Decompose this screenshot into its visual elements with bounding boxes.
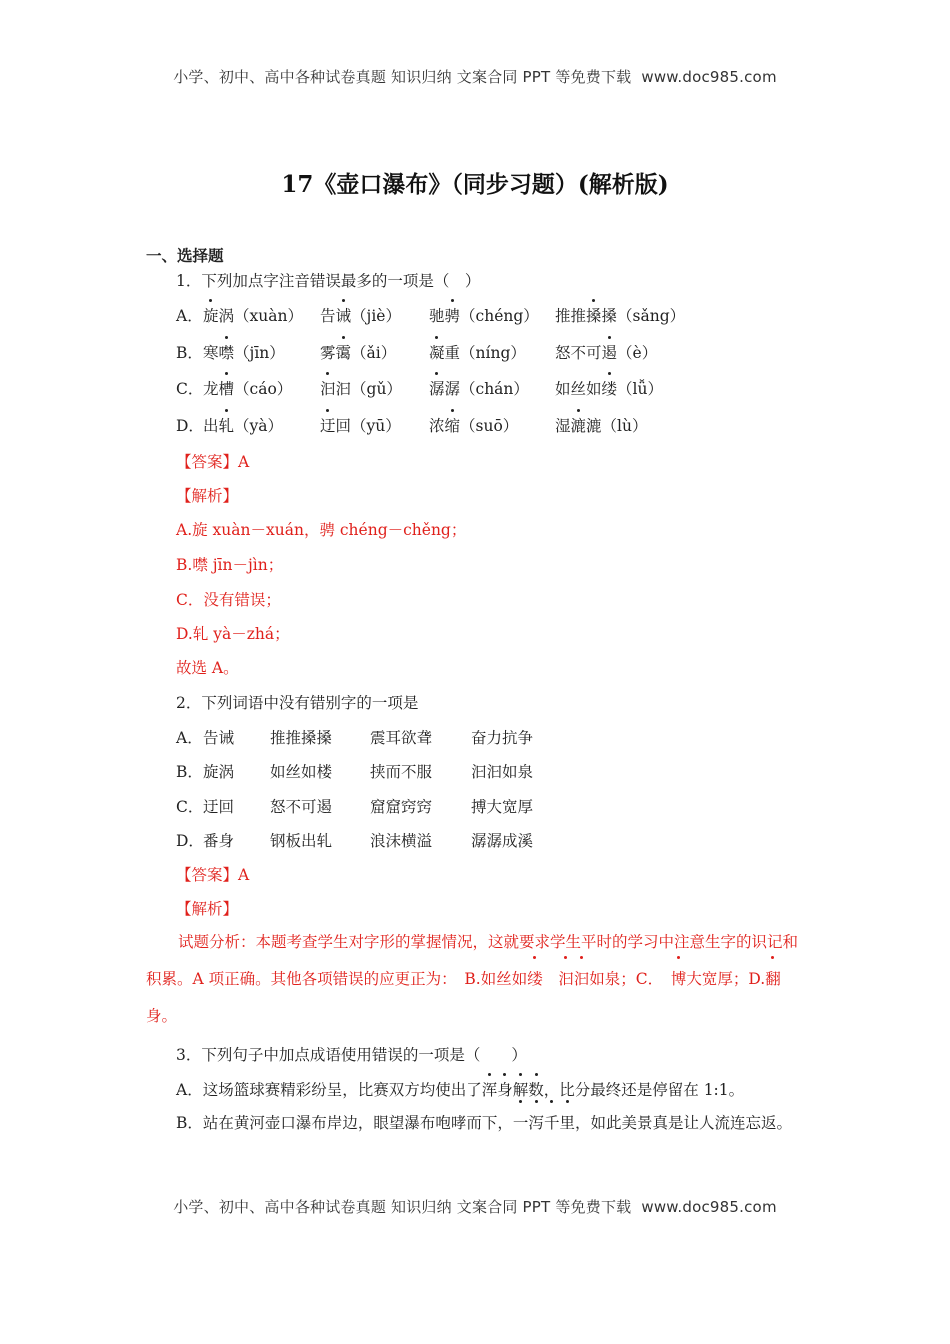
option-word: 告诫: [203, 729, 235, 747]
dotted-char: 缕: [602, 377, 618, 399]
q2-analysis-text: 大宽厚；D.: [686, 970, 766, 988]
q3-a-text: ，比分最终还是停留在 1:1。: [543, 1081, 745, 1099]
page-footer: [0, 1196, 950, 1217]
option-word: 如丝如楼: [270, 763, 333, 781]
dotted-char: 槽: [219, 377, 235, 399]
option-text: 重（níng）: [444, 344, 526, 362]
dotted-char: 博: [671, 961, 687, 998]
option-text: 漉（lù）: [586, 417, 648, 435]
option-label: D．: [176, 417, 204, 435]
dotted-char: 漉: [571, 414, 587, 436]
q1-conclusion: 故选 A。: [176, 659, 239, 677]
option-word: 震耳欲聋: [370, 729, 433, 747]
option-word: 奋力抗争: [471, 729, 534, 747]
option-item: [429, 304, 539, 326]
dotted-char: 数: [528, 1078, 544, 1100]
footer-site-link[interactable]: www.doc985.com: [641, 1198, 777, 1216]
dotted-char: 搡: [586, 304, 602, 326]
dotted-char: 旋: [203, 304, 219, 326]
dotted-char: 泻: [528, 1105, 544, 1142]
option-item: [429, 341, 526, 363]
option-text: 回（yū）: [335, 417, 401, 435]
option-item: [320, 304, 401, 326]
option-text: 推推: [555, 307, 587, 325]
option-text: 搡（sǎng）: [601, 307, 686, 325]
dotted-char: 缕: [527, 961, 543, 998]
option-word: 搏大宽厚: [471, 798, 534, 816]
option-label: B．: [176, 763, 203, 781]
dotted-char: 噤: [219, 341, 235, 363]
option-word: 怒不可遏: [270, 798, 333, 816]
dotted-char: 身: [497, 1078, 513, 1100]
option-item: [320, 341, 396, 363]
q2-analysis-text: 如泉；C．: [589, 970, 671, 988]
option-item: [429, 377, 529, 399]
dotted-char: 遏: [602, 341, 618, 363]
q1-analysis-d: D.轧 yà－zhá；: [176, 625, 290, 643]
option-text: 湿: [555, 417, 571, 435]
footer-text: 小学、初中、高中各种试卷真题 知识归纳 文案合同 PPT 等免费下载: [173, 1198, 632, 1216]
option-text: 汩（gǔ）: [335, 380, 402, 398]
dotted-char: 凝: [429, 341, 445, 363]
option-label: B．: [176, 344, 203, 362]
q3-option-a: [176, 1078, 744, 1100]
option-text: （cáo）: [234, 380, 293, 398]
option-item: [555, 377, 663, 399]
option-item: [320, 377, 402, 399]
option-text: 龙: [203, 380, 219, 398]
option-label: A．: [176, 729, 203, 747]
dotted-char: 浑: [482, 1078, 498, 1100]
q1-analysis-c: C．没有错误；: [176, 591, 281, 609]
section-heading: 一、选择题: [146, 247, 224, 265]
option-item: [555, 414, 647, 436]
option-text: 怒不可: [555, 344, 602, 362]
q2-stem: 2．下列词语中没有错别字的一项是: [176, 694, 419, 712]
q2-analysis-text: 试题分析：本题考查学生对字形的掌握情况，这就要求学生平时的学习中注意生字的识记和积累。A 项正确。其他各项错误的应更正为： B.如丝如: [146, 933, 799, 988]
option-text: 雾: [320, 344, 336, 362]
q3-b-text: B．站在黄河壶口瀑布岸边，眼望瀑布咆哮而下，: [176, 1114, 513, 1132]
option-word: 挟而不服: [370, 763, 433, 781]
option-text: （jīn）: [234, 344, 285, 362]
q2-analysis-label: 【解析】: [176, 900, 239, 918]
dotted-char: 翻: [765, 961, 781, 998]
q1-analysis-b: B.噤 jīn－jìn；: [176, 556, 284, 574]
option-text: 潺（chán）: [444, 380, 529, 398]
option-text: 驰: [429, 307, 445, 325]
option-item: [555, 341, 657, 363]
option-item: [555, 304, 685, 326]
dotted-char: 缩: [445, 414, 461, 436]
q2-analysis-paragraph: [146, 924, 811, 1035]
q1-answer: 【答案】A: [176, 453, 250, 471]
dotted-char: 骋: [445, 304, 461, 326]
dotted-char: 迂: [320, 414, 336, 436]
option-word: 浪沫横溢: [370, 832, 433, 850]
dotted-char: 轧: [219, 414, 235, 436]
header-site-link[interactable]: www.doc985.com: [641, 68, 777, 86]
option-text: （ǎi）: [351, 344, 397, 362]
option-text: （yà）: [234, 417, 284, 435]
option-word: 汩汩如泉: [471, 763, 534, 781]
q2-answer: 【答案】A: [176, 866, 250, 884]
option-word: 钢板出轧: [270, 832, 333, 850]
dotted-char: 一: [513, 1105, 529, 1142]
option-word: 迂回: [203, 798, 235, 816]
option-text: 出: [203, 417, 219, 435]
option-text: （lǚ）: [617, 380, 663, 398]
q1-analysis-a: A.旋 xuàn－xuán，骋 chéng－chěng；: [176, 521, 467, 539]
option-label: C．: [176, 380, 204, 398]
option-text: （chéng）: [460, 307, 539, 325]
dotted-char: 解: [513, 1078, 529, 1100]
q2-analysis-text: 身。: [146, 1007, 178, 1025]
dotted-char: 汩: [558, 961, 574, 998]
option-text: （è）: [617, 344, 658, 362]
dotted-char: 诫: [336, 304, 352, 326]
option-item: [320, 414, 401, 436]
q3-a-text: A．这场篮球赛精彩纷呈，比赛双方均使出了: [176, 1081, 482, 1099]
option-text: 浓: [429, 417, 445, 435]
option-item: [203, 304, 303, 326]
option-text: （jiè）: [351, 307, 401, 325]
option-label: A．: [176, 307, 203, 325]
document-title: 17《壶口瀑布》（同步习题）(解析版): [281, 171, 669, 198]
page-header: [0, 66, 950, 87]
option-label: D．: [176, 832, 204, 850]
option-text: 寒: [203, 344, 219, 362]
option-label: C．: [176, 798, 204, 816]
option-item: [203, 414, 283, 436]
option-word: 窟窟窍窍: [370, 798, 433, 816]
dotted-char: 千: [544, 1105, 560, 1142]
dotted-char: 汩: [574, 961, 590, 998]
option-word: 推推搡搡: [270, 729, 333, 747]
option-item: [203, 377, 292, 399]
option-item: [203, 341, 285, 363]
q1-analysis-label: 【解析】: [176, 487, 239, 505]
q1-stem: 1．下列加点字注音错误最多的一项是（ ）: [176, 272, 481, 290]
option-text: 告: [320, 307, 336, 325]
option-word: 旋涡: [203, 763, 235, 781]
option-text: （suō）: [460, 417, 519, 435]
dotted-char: 汩: [320, 377, 336, 399]
dotted-char: 潺: [429, 377, 445, 399]
q3-option-b: [146, 1105, 811, 1142]
option-word: 潺潺成溪: [471, 832, 534, 850]
spacer: [543, 970, 559, 988]
option-word: 番身: [203, 832, 235, 850]
dotted-char: 里: [559, 1105, 575, 1142]
q3-stem: 3．下列句子中加点成语使用错误的一项是（ ）: [176, 1046, 527, 1064]
header-text: 小学、初中、高中各种试卷真题 知识归纳 文案合同 PPT 等免费下载: [173, 68, 632, 86]
option-text: 涡（xuàn）: [218, 307, 303, 325]
dotted-char: 霭: [336, 341, 352, 363]
option-item: [429, 414, 518, 436]
option-text: 如丝如: [555, 380, 602, 398]
q3-b-text: ，如此美景真是让人流连忘返。: [574, 1114, 792, 1132]
